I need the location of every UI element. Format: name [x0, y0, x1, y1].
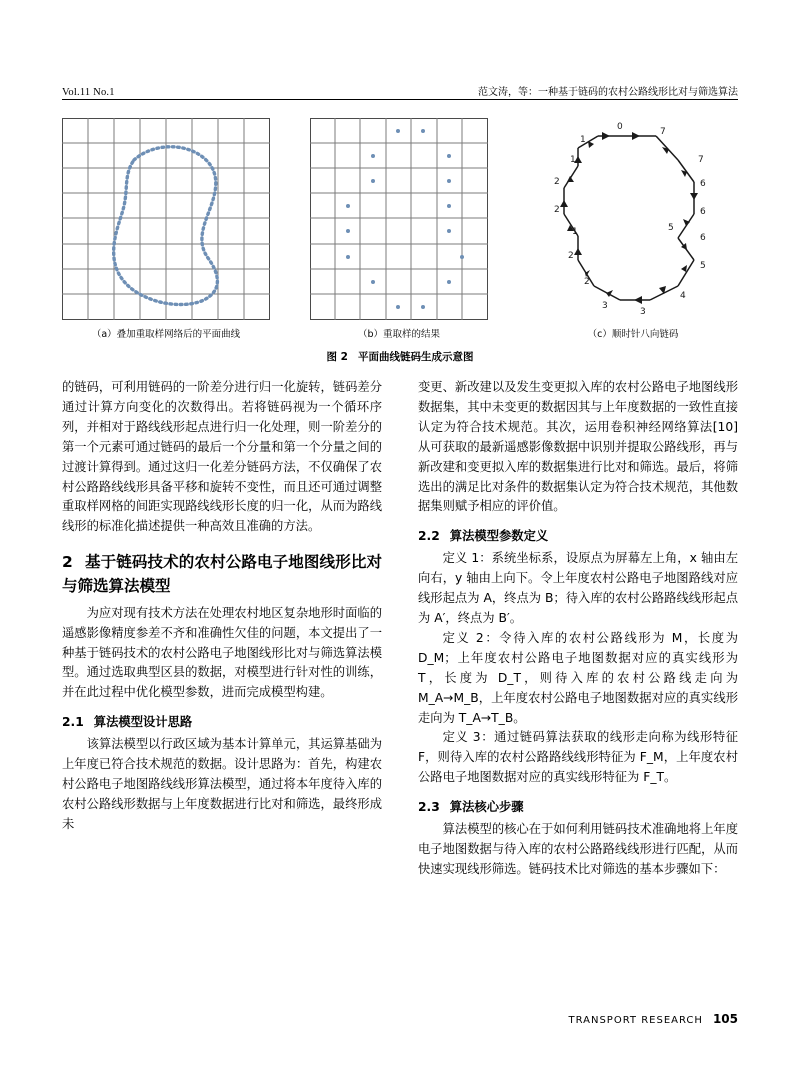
journal-name: TRANSPORT RESEARCH [568, 1015, 703, 1026]
section-heading-2 [62, 551, 382, 598]
paragraph: 定义 2：令待入库的农村公路线形为 M，长度为 D_M；上年度农村公路电子地图数据对应的真实线形为 T，长度为 D_T，则待入库的农村公路线走向为 M_A→M_B，上年度农村公路电子地图数据对应的真实线形走向为 T_A→T_B。 [418, 630, 738, 725]
svg-text:2: 2 [554, 177, 560, 187]
section-title: 基于链码技术的农村公路电子地图线形比对与筛选算法模型 [62, 553, 382, 595]
figure-number: 图 2 [326, 351, 348, 363]
subsection-title: 算法核心步骤 [449, 800, 524, 815]
svg-text:1: 1 [570, 155, 576, 165]
panel-b-graphic [310, 118, 488, 320]
figure-title-text: 平面曲线链码生成示意图 [357, 351, 474, 363]
paragraph: 变更、新改建以及发生变更拟入库的农村公路电子地图线形数据集，其中未变更的数据因其与上年度数据的一致性直接认定为符合技术规范。其次，运用卷积神经网络算法[10]从可获取的最新遥感影像数据中识别并提取公路线形，再与新改建和变更拟入库的数据集进行比对和筛选。最后，将筛选出的满足比对条件的数据集认定为符合技术规范，其他数据集则赋予相应的评价值。 [418, 380, 738, 514]
svg-text:6: 6 [700, 233, 706, 243]
subsection-title: 算法模型参数定义 [449, 529, 549, 544]
paragraph: 定义 1：系统坐标系，设原点为屏幕左上角，x 轴由左向右，y 轴由上向下。令上年度农村公路电子地图路线对应线形起点为 A，终点为 B；待入库的农村公路路线线形起点为 A′，终点为 B′。 [418, 551, 738, 625]
paragraph: 该算法模型以行政区域为基本计算单元，其运算基础为上年度已符合技术规范的数据。设计思路为：首先，构建农村公路电子地图路线线形算法模型，通过将本年度待入库的农村公路线形数据与上年度数据进行比对和筛选，最终形成未 [62, 737, 382, 831]
running-head-right: 范文涛，等：一种基于链码的农村公路线形比对与筛选算法 [478, 87, 738, 98]
svg-text:2: 2 [584, 277, 590, 287]
figure-panels [62, 118, 738, 320]
subsection-number: 2.2 [418, 529, 440, 544]
subsection-number: 2.1 [62, 715, 84, 730]
figure-title [62, 349, 738, 364]
paragraph: 的链码，可利用链码的一阶差分进行归一化旋转，链码差分通过计算方向变化的次数得出。若将链码视为一个循环序列，并相对于路线线形起点进行归一化处理，则一阶差分的第一个元素可通过链码的最后一个分量和第一个分量之间的过渡计算得到。通过这归一化差分链码方法，不仅确保了农村公路路线线形具备平移和旋转不变性，而且还可通过调整重取样网格的间距实现路线线形长度的归一化，从而为路线线形的标准化描述提供一种高效且准确的方法。 [62, 380, 382, 534]
subsection-number: 2.3 [418, 800, 440, 815]
header-rule [62, 99, 738, 100]
svg-text:7: 7 [698, 155, 704, 165]
caption-a: （a）叠加重取样网络后的平面曲线 [91, 329, 241, 340]
panel-c-graphic [528, 118, 738, 320]
svg-text:5: 5 [668, 223, 674, 233]
body-columns [62, 378, 738, 978]
svg-text:7: 7 [660, 127, 666, 137]
running-head [62, 78, 738, 98]
subsection-heading-2-2 [418, 527, 738, 547]
running-head-left: Vol.11 No.1 [62, 87, 115, 98]
caption-c: （c）顺时针八向链码 [587, 329, 679, 340]
right-column [418, 378, 738, 880]
paragraph: 算法模型的核心在于如何利用链码技术准确地将上年度电子地图数据与待入库的农村公路路线线形进行匹配，从而快速实现线形筛选。链码技术比对筛选的基本步骤如下： [418, 822, 738, 876]
figure-2 [62, 118, 738, 364]
figure-panel-c [528, 118, 738, 320]
svg-text:1: 1 [580, 135, 586, 145]
left-column [62, 378, 382, 835]
svg-text:2: 2 [554, 205, 560, 215]
paragraph: 定义 3：通过链码算法获取的线形走向称为线形特征 F，则待入库的农村公路路线线形特征为 F_M，上年度农村公路电子地图数据对应的真实线形特征为 F_T。 [418, 730, 738, 785]
page-number: 105 [712, 1012, 738, 1026]
svg-text:3: 3 [602, 301, 608, 311]
svg-text:0: 0 [617, 122, 623, 132]
caption-b: （b）重取样的结果 [357, 329, 441, 340]
svg-text:1: 1 [572, 227, 578, 237]
subsection-heading-2-3 [418, 798, 738, 818]
svg-text:5: 5 [700, 261, 706, 271]
svg-text:6: 6 [700, 207, 706, 217]
subsection-heading-2-1 [62, 713, 382, 733]
svg-text:4: 4 [680, 291, 686, 301]
figure-panel-a [62, 118, 270, 320]
svg-text:3: 3 [640, 307, 646, 317]
paragraph: 为应对现有技术方法在处理农村地区复杂地形时面临的遥感影像精度参差不齐和准确性欠佳的问题，本文提出了一种基于链码技术的农村公路电子地图线形比对与筛选算法模型。通过选取典型区县的数据，对模型进行针对性的训练，并在此过程中优化模型参数，进而完成模型构建。 [62, 605, 382, 700]
svg-text:2: 2 [568, 251, 574, 261]
section-number: 2 [62, 553, 73, 572]
svg-text:6: 6 [700, 179, 706, 189]
figure-panel-b [310, 118, 488, 320]
panel-a-graphic [62, 118, 270, 320]
subsection-title: 算法模型设计思路 [93, 715, 193, 730]
page-footer [568, 1012, 738, 1026]
figure-captions [62, 326, 738, 340]
